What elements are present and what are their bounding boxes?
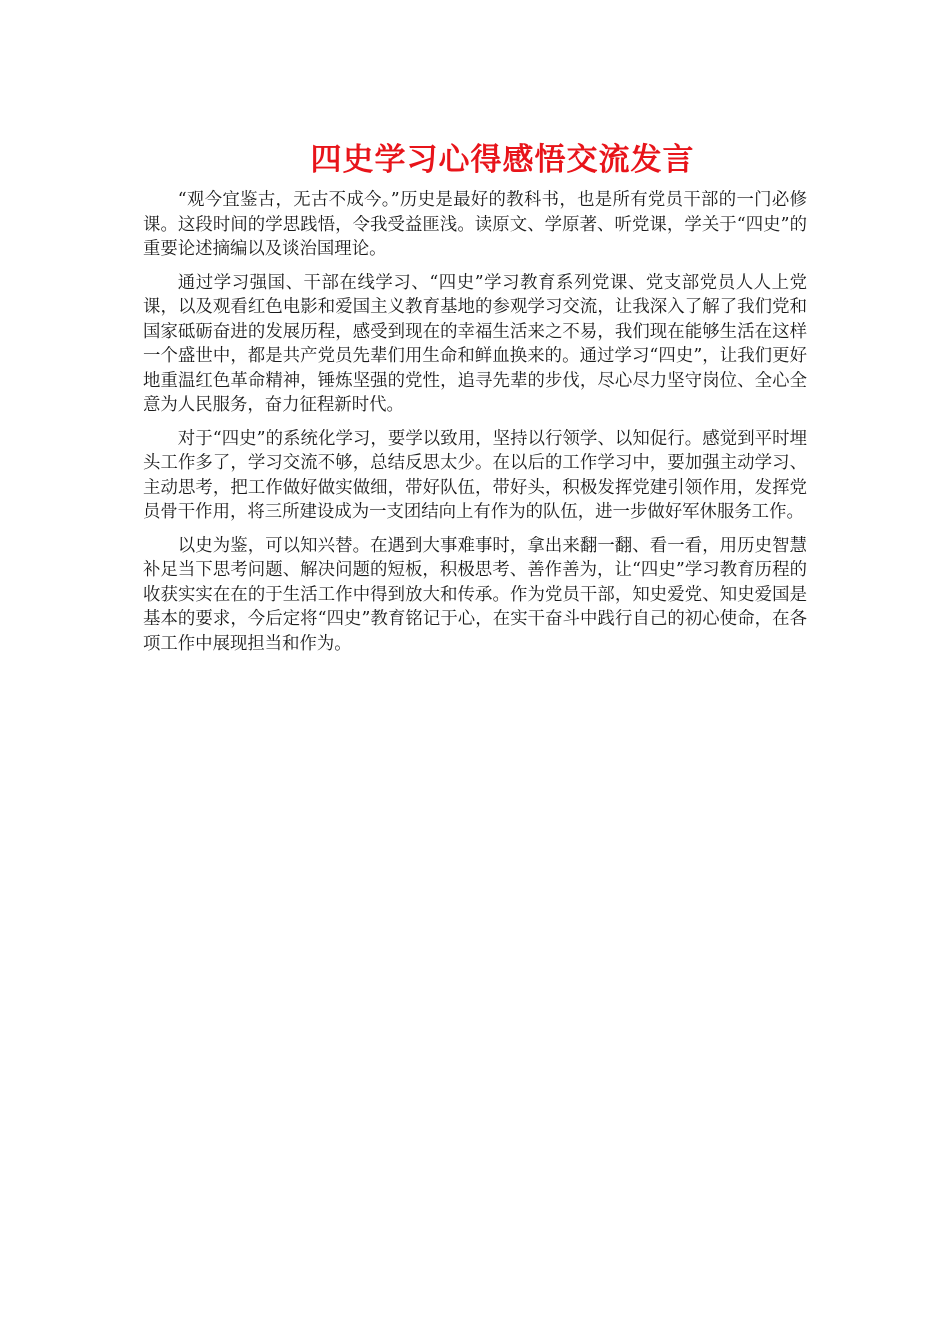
paragraph-1: “观今宜鉴古，无古不成今。”历史是最好的教科书，也是所有党员干部的一门必修课。这段时间的学思践悟，令我受益匪浅。读原文、学原著、听党课，学关于“四史”的重要论述摘编以及谈治国理论。 <box>143 190 807 259</box>
paragraph-2: 通过学习强国、干部在线学习、“四史”学习教育系列党课、党支部党员人人上党课，以及观看红色电影和爱国主义教育基地的参观学习交流，让我深入了解了我们党和国家砥砺奋进的发展历程，感受到现在的幸福生活来之不易，我们现在能够生活在这样一个盛世中，都是共产党员先辈们用生命和鲜血换来的。通过学习“四史”，让我们更好地重温红色革命精神，锤炼坚强的党性，追寻先辈的步伐，尽心尽力坚守岗位、全心全意为人民服务，奋力征程新时代。 <box>143 272 807 415</box>
document-body <box>143 188 807 665</box>
document-title: 四史学习心得感悟交流发言 <box>310 142 695 178</box>
paragraph-3: 对于“四史”的系统化学习，要学以致用，坚持以行领学、以知促行。感觉到平时埋头工作多了，学习交流不够，总结反思太少。在以后的工作学习中，要加强主动学习、主动思考，把工作做好做实做细，带好队伍，带好头，积极发挥党建引领作用，发挥党员骨干作用，将三所建设成为一支团结向上有作为的队伍，进一步做好军休服务工作。 <box>143 428 807 522</box>
paragraph-4: 以史为鉴，可以知兴替。在遇到大事难事时，拿出来翻一翻、看一看，用历史智慧补足当下思考问题、解决问题的短板，积极思考、善作善为，让“四史”学习教育历程的收获实实在在的于生活工作中得到放大和传承。作为党员干部，知史爱党、知史爱国是基本的要求，今后定将“四史”教育铭记于心，在实干奋斗中践行自己的初心使命，在各项工作中展现担当和作为。 <box>143 535 807 654</box>
